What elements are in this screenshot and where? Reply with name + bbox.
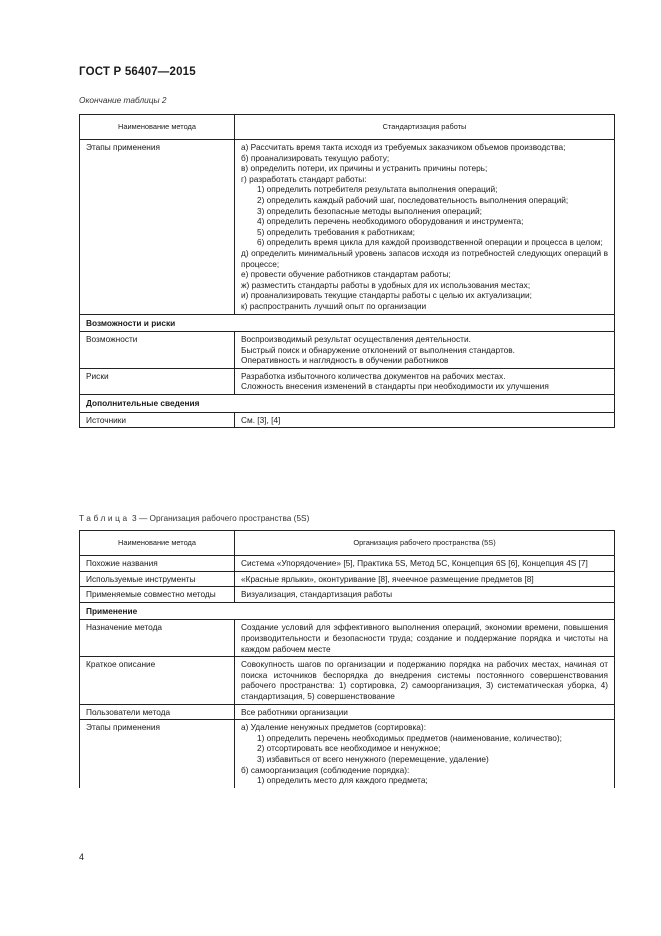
table2-caption [79,513,309,523]
section-title-application: Применение [80,602,615,620]
table-row [80,412,615,428]
table-row [80,332,615,369]
list-item: 2) отсортировать все необходимое и ненужное; [257,743,441,754]
row-label-opportunities: Возможности [80,332,235,369]
list-item: 5) определить требования к работникам; [257,226,415,237]
list-item: в) определить потери, их причины и устранить причины потерь; [241,163,488,174]
list-item: Быстрый поиск и обнаружение отклонений от выполнения стандартов. [241,344,515,355]
list-item: е) провести обучение работников стандартам работы; [241,269,451,280]
list-item: 1) определить потребителя результата выполнения операций; [257,184,498,195]
list-item: Оперативность и наглядность в обучении работников [241,355,449,366]
table2-caption-text: 3 — Организация рабочего пространства (5S) [129,513,310,523]
section-row [80,602,615,620]
column-header-method: Наименование метода [80,531,235,556]
row-label-joint: Применяемые совместно методы [80,587,235,603]
list-item: а) Удаление ненужных предметов (сортировка): [241,722,426,733]
tools-value: «Красные ярлыки», оконтуривание [8], ячеечное размещение предметов [8] [235,571,615,587]
section-title-additional: Дополнительные сведения [80,395,615,413]
stages-list [235,140,615,315]
similar-value: Система «Упорядочение» [5], Практика 5S, Метод 5C, Концепция 6S [6], Концепция 4S [7] [235,556,615,572]
list-item: г) разработать стандарт работы: [241,173,367,184]
row-label-purpose: Назначение метода [80,620,235,657]
joint-value: Визуализация, стандартизация работы [235,587,615,603]
list-item: Разработка избыточного количества документов на рабочих местах. [241,370,506,381]
table-row [80,657,615,704]
list-item: 4) определить перечень необходимого оборудования и инструмента; [257,216,524,227]
column-header-5s: Организация рабочего пространства (5S) [235,531,615,556]
document-header: ГОСТ Р 56407—2015 [79,66,196,78]
list-item: 3) избавиться от всего ненужного (перемещение, удаление) [257,753,489,764]
row-label-similar: Похожие названия [80,556,235,572]
table-row [80,368,615,394]
purpose-value: Создание условий для эффективного выполнения операций, экономии времени, повышения производительности и безопасности труда; создание и поддержание порядка и чистоты на каждом рабочем месте [235,620,615,657]
brief-value: Совокупность шагов по организации и подержанию порядка на рабочих местах, начиная от поиска источников беспорядка до внедрения системы постоянного совершенствования рабочего пространства: 1) сортировка, 2) самоорганизация, 3) систематическая уборка, 4) стандартизация, 5) совершенствование [235,657,615,704]
row-label-sources: Источники [80,412,235,428]
page-number: 4 [79,852,85,862]
table-row [80,704,615,720]
list-item: 1) определить место для каждого предмета; [257,775,428,786]
table-standardization [79,114,615,428]
list-item: б) самоорганизация (соблюдение порядка): [241,764,410,775]
table2-caption-prefix: Таблица [79,513,130,523]
stages-list [235,720,615,788]
table-5s [79,530,615,788]
table-row [80,556,615,572]
table-row [80,720,615,788]
section-title-opportunities-risks: Возможности и риски [80,314,615,332]
table-header-row [80,115,615,140]
row-label-stages: Этапы применения [80,140,235,315]
list-item: д) определить минимальный уровень запасов исходя из потребностей следующих операций в процессе; [241,247,608,269]
row-label-users: Пользователи метода [80,704,235,720]
table-row [80,587,615,603]
table-row [80,571,615,587]
section-row [80,395,615,413]
row-label-risks: Риски [80,368,235,394]
list-item: 2) определить каждый рабочий шаг, последовательность выполнения операций; [257,194,569,205]
list-item: 3) определить безопасные методы выполнения операций; [257,205,482,216]
section-row [80,314,615,332]
list-item: б) проанализировать текущую работу; [241,152,390,163]
sources-value: См. [3], [4] [235,412,615,428]
opportunities-text [235,332,615,369]
table-row [80,620,615,657]
table1-caption: Окончание таблицы 2 [79,95,167,105]
table-row [80,140,615,315]
row-label-tools: Используемые инструменты [80,571,235,587]
column-header-method: Наименование метода [80,115,235,140]
list-item: к) распространить лучший опыт по организации [241,300,427,311]
list-item: 1) определить перечень необходимых предметов (наименование, количество); [257,732,562,743]
list-item: ж) разместить стандарты работы в удобных для их использования местах; [241,279,531,290]
users-value: Все работники организации [235,704,615,720]
list-item: Сложность внесения изменений в стандарты при необходимости их улучшения [241,381,549,392]
list-item: Воспроизводимый результат осуществления деятельности. [241,334,471,345]
risks-text [235,368,615,394]
list-item: и) проанализировать текущие стандарты работы с целью их актуализации; [241,290,532,301]
table-header-row [80,531,615,556]
column-header-standardization: Стандартизация работы [235,115,615,140]
row-label-stages: Этапы применения [80,720,235,788]
row-label-brief: Краткое описание [80,657,235,704]
list-item: а) Рассчитать время такта исходя из требуемых заказчиком объемов производства; [241,142,566,152]
list-item: 6) определить время цикла для каждой производственной операции и процесса в целом; [257,237,603,248]
